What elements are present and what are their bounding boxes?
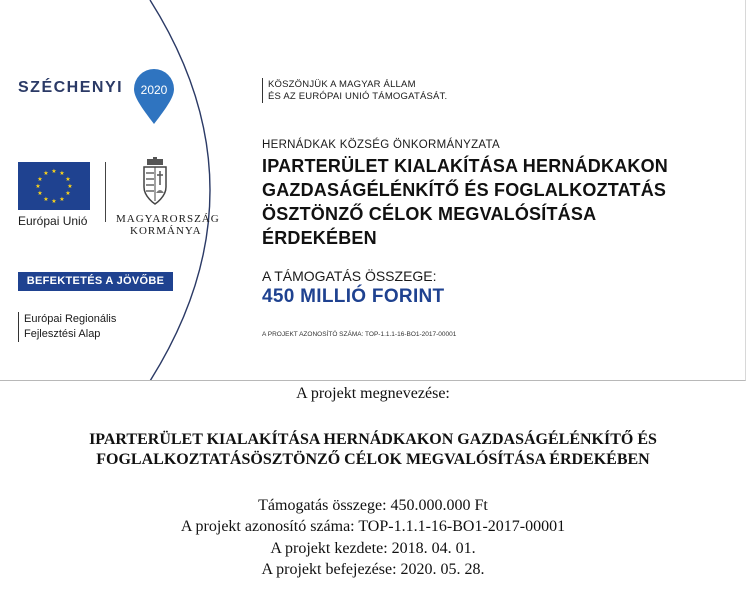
fund-divider	[18, 312, 19, 342]
szechenyi-logo-text: SZÉCHENYI	[18, 79, 124, 96]
project-id-line: A projekt azonosító száma: TOP-1.1.1-16-BO1-2017-00001	[180, 518, 566, 535]
funding-amount-value: 450 MILLIÓ FORINT	[262, 286, 445, 307]
government-label-line1: MAGYARORSZÁG	[116, 213, 220, 225]
svg-text:★: ★	[59, 196, 65, 203]
project-end-line: A projekt befejezése: 2020. 05. 28.	[261, 561, 485, 578]
eu-flag-icon	[18, 162, 90, 210]
svg-text:★: ★	[35, 183, 41, 190]
svg-text:★: ★	[59, 170, 65, 177]
government-label-line2: KORMÁNYA	[130, 225, 202, 237]
svg-text:★: ★	[43, 196, 49, 203]
project-title-line: ÉRDEKÉBEN	[262, 228, 377, 248]
svg-text:★: ★	[51, 168, 57, 175]
project-title-line: GAZDASÁGÉLÉNKÍTŐ ÉS FOGLALKOZTATÁS	[262, 180, 667, 200]
svg-text:★: ★	[67, 183, 73, 190]
pin-year-label: 2020	[140, 83, 168, 97]
svg-text:★: ★	[37, 190, 43, 197]
fund-label-line1: Európai Regionális	[24, 313, 117, 325]
thanks-line1: KÖSZÖNJÜK A MAGYAR ÁLLAM	[268, 79, 416, 90]
svg-text:★: ★	[65, 176, 71, 183]
fund-label-line2: Fejlesztési Alap	[24, 328, 101, 340]
svg-text:★: ★	[65, 190, 71, 197]
logo-divider	[105, 162, 106, 222]
project-start-line: A projekt kezdete: 2018. 04. 01.	[270, 540, 476, 557]
thanks-divider	[262, 78, 263, 103]
hungarian-coat-of-arms-icon	[140, 157, 170, 207]
funding-amount-label: A TÁMOGATÁS ÖSSZEGE:	[262, 268, 437, 284]
project-name-line1: IPARTERÜLET KIALAKÍTÁSA HERNÁDKAKON GAZDASÁGÉLÉNKÍTŐ ÉS	[89, 431, 657, 448]
funding-amount-line: Támogatás összege: 450.000.000 Ft	[258, 497, 488, 514]
project-id-small: A PROJEKT AZONOSÍTÓ SZÁMA: TOP-1.1.1-16-BO1-2017-00001	[262, 331, 457, 338]
svg-text:★: ★	[51, 198, 57, 205]
szechenyi-2020-pin-logo	[133, 69, 175, 125]
project-name-label: A projekt megnevezése:	[296, 385, 450, 402]
project-name-line2: FOGLALKOZTATÁSÖSZTÖNZŐ CÉLOK MEGVALÓSÍTÁSA ÉRDEKÉBEN	[96, 451, 650, 468]
invest-in-future-banner: BEFEKTETÉS A JÖVŐBE	[18, 272, 173, 291]
project-title-line: IPARTERÜLET KIALAKÍTÁSA HERNÁDKAKON	[262, 156, 668, 176]
svg-text:★: ★	[43, 170, 49, 177]
svg-text:★: ★	[37, 176, 43, 183]
project-title-line: ÖSZTÖNZŐ CÉLOK MEGVALÓSÍTÁSA	[262, 204, 597, 224]
organization-name: HERNÁDKAK KÖZSÉG ÖNKORMÁNYZATA	[262, 139, 500, 151]
eu-caption: Európai Unió	[18, 214, 88, 228]
thanks-line2: ÉS AZ EURÓPAI UNIÓ TÁMOGATÁSÁT.	[268, 91, 448, 102]
